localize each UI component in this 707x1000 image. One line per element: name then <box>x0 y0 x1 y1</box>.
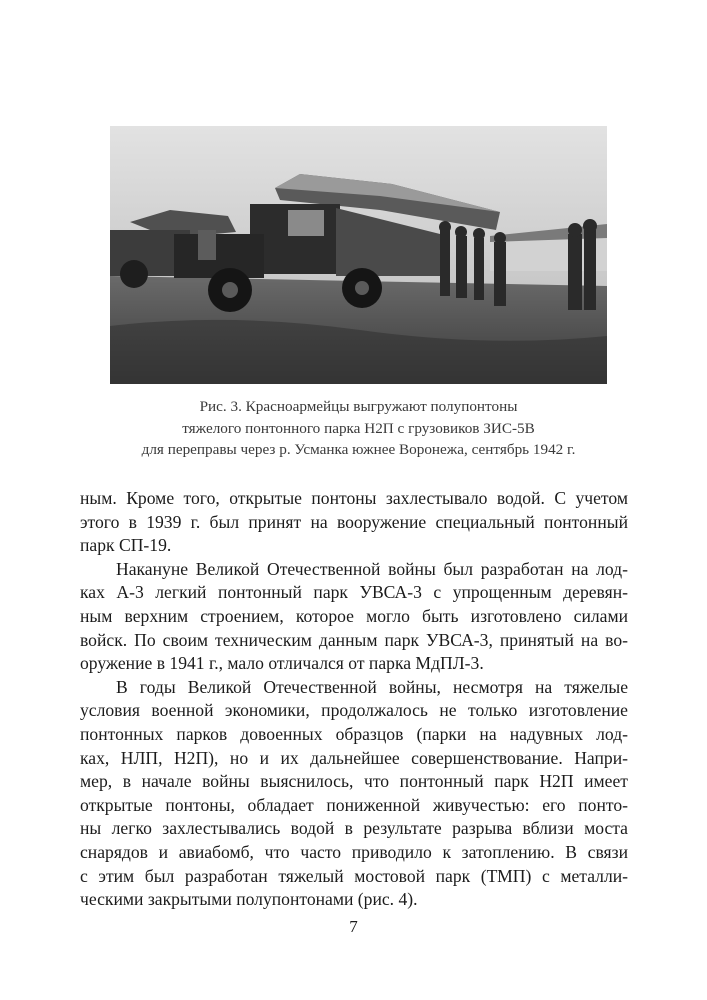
text-line: ческими закрытыми полупонтонами (рис. 4). <box>80 889 418 910</box>
text-line: ным верхним строением, которое могло быть изготовлено силами <box>80 605 628 626</box>
page-number: 7 <box>349 917 358 936</box>
text-line: Накануне Великой Отечественной войны был разработан на лод- <box>116 558 628 579</box>
text-line: этого в 1939 г. был принят на вооружение специальный понтонный <box>80 511 628 532</box>
text-line: В годы Великой Отечественной войны, несмотря на тяжелые <box>116 676 628 697</box>
caption-line: для переправы через р. Усманка южнее Воронежа, сентябрь 1942 г. <box>141 441 576 458</box>
text-line: парк СП-19. <box>80 535 172 556</box>
text-line: ках А-3 легкий понтонный парк УВСА-3 с упрощенным деревян- <box>80 582 628 603</box>
text-line: оружение в 1941 г., мало отличался от парка МдПЛ-3. <box>80 653 484 674</box>
text-line: войск. По своим техническим данным парк УВСА-3, принятый на во- <box>80 629 628 650</box>
body-text <box>80 487 628 912</box>
text-line: понтонных парков довоенных образцов (парки на надувных лод- <box>80 723 628 744</box>
text-line: ках, НЛП, Н2П), но и их дальнейшее совершенствование. Напри- <box>80 747 628 768</box>
figure-photo <box>110 126 607 384</box>
text-line: открытые понтоны, обладает пониженной живучестью: его понто- <box>80 794 628 815</box>
text-line: снарядов и авиабомб, что часто приводило к затоплению. В связи <box>80 841 628 862</box>
caption-line: тяжелого понтонного парка Н2П с грузовиков ЗИС-5В <box>182 419 535 437</box>
caption-line: Рис. 3. Красноармейцы выгружают полупонтоны <box>199 398 518 415</box>
photo-illustration <box>110 126 607 384</box>
text-line: условия военной экономики, продолжалось не только изготовление <box>80 700 628 721</box>
figure-caption <box>80 396 637 461</box>
text-line: ным. Кроме того, открытые понтоны захлестывало водой. С учетом <box>80 488 628 508</box>
text-line: ны легко захлестывались водой в результате разрыва вблизи моста <box>80 818 628 839</box>
text-line: с этим был разработан тяжелый мостовой парк (ТМП) с металли- <box>80 865 628 886</box>
text-line: мер, в начале войны выяснилось, что понтонный парк Н2П имеет <box>80 771 628 792</box>
